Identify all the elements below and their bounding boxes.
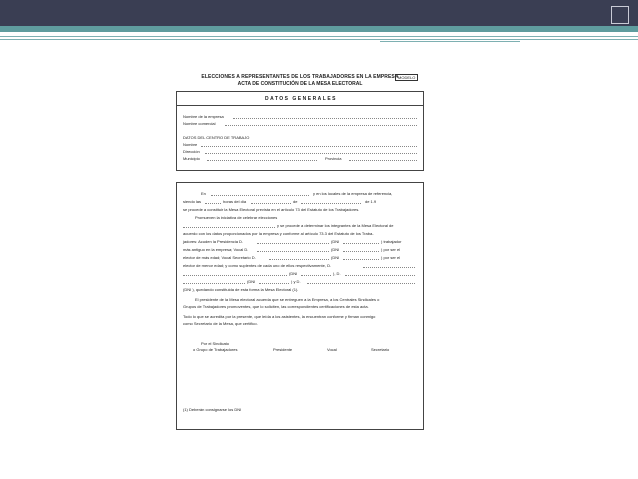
fill-line (257, 243, 329, 244)
body-text: ) por ser el (381, 247, 401, 252)
header-corner-decoration (611, 6, 629, 24)
field-label-provincia: Provincia (325, 156, 342, 161)
fill-line (183, 283, 245, 284)
field-line (201, 146, 417, 147)
body-text: Grupos de Trabajadores promoventes, que lo soliciten, las correspondientes certificaciones de esta acta. (183, 304, 369, 309)
body-text: ) por ser el (381, 255, 401, 260)
fill-line (251, 203, 291, 204)
signature-label-vocal: Vocal (327, 347, 337, 352)
divider (177, 105, 423, 106)
body-text: ), D. (333, 271, 341, 276)
fill-line (211, 195, 309, 196)
fill-line (343, 251, 379, 252)
body-text: horas del día (223, 199, 247, 204)
header-accent-band (0, 26, 638, 32)
body-text: El presidente de la Mesa electoral acuerda que se entreguen a la Empresa, a los Centrales Sindicales o (195, 297, 380, 302)
fill-line (301, 203, 361, 204)
general-data-box (176, 91, 424, 171)
body-text: En (201, 191, 206, 196)
field-label-comercial: Nombre comercial (183, 121, 216, 126)
acta-body-box (176, 182, 424, 430)
field-label-direccion: Dirección (183, 149, 200, 154)
signature-label-sindicato: Por el Sindicato (201, 341, 230, 346)
body-text: (DNI (289, 271, 298, 276)
signature-label-presidente: Presidente (273, 347, 293, 352)
field-line (233, 118, 417, 119)
centro-header: DATOS DEL CENTRO DE TRABAJO (183, 135, 250, 140)
fill-line (259, 283, 289, 284)
body-text: (DNI (331, 239, 340, 244)
header-accent-line (0, 36, 638, 37)
footnote: (1) Deberán consignarse los DNI (183, 407, 242, 412)
body-text: se procede a constituir la Mesa Electoral prevista en el artículo 73 del Estatuto de los Trabajadores. (183, 207, 360, 212)
fill-line (301, 275, 331, 276)
body-text: y en los locales de la empresa de referencia, (313, 191, 393, 196)
header-accent-line (0, 39, 638, 40)
fill-line (363, 267, 415, 268)
scanned-form-document (170, 74, 430, 434)
fill-line (183, 227, 275, 228)
body-text: Todo lo que se acredita por la presente, que leída a los asistentes, la encuentran conforme y firman conmigo (183, 314, 376, 319)
fill-line (345, 275, 415, 276)
field-label-municipio: Municipio (183, 156, 200, 161)
body-text: más antiguo en la empresa; Vocal D. (183, 247, 249, 252)
form-subtitle: ACTA DE CONSTITUCIÓN DE LA MESA ELECTORAL (237, 81, 363, 87)
signature-label-secretario: Secretario (371, 347, 390, 352)
body-text: de 1.9 (365, 199, 377, 204)
body-text: elector de menor edad; y como suplentes de cada uno de ellos respectivamente, D. (183, 263, 332, 268)
fill-line (307, 283, 415, 284)
field-line (207, 160, 317, 161)
body-text: Promueven la iniciativa de celebrar elecciones (195, 215, 278, 220)
fill-line (183, 275, 287, 276)
fill-line (257, 251, 329, 252)
field-label-empresa: Nombre de la empresa (183, 114, 224, 119)
body-text: (DNI (247, 279, 256, 284)
body-text: ) trabajador (381, 239, 402, 244)
fill-line (343, 243, 379, 244)
slide-header-bar (0, 0, 638, 26)
field-line (349, 160, 417, 161)
signature-label-grupo: o Grupo de Trabajadores (193, 347, 238, 352)
body-text: de (293, 199, 298, 204)
body-text: como Secretario de la Mesa, que certifico. (183, 321, 258, 326)
field-line (225, 125, 417, 126)
header-accent-short-line (380, 41, 520, 42)
fill-line (269, 259, 329, 260)
general-data-header: DATOS GENERALES (264, 96, 338, 102)
body-text: (DNI (331, 247, 340, 252)
body-text: (DNI (331, 255, 340, 260)
body-text: elector de más edad; Vocal Secretario D. (183, 255, 256, 260)
field-line (205, 153, 417, 154)
body-text: (DNI ), quedando constituida de esta forma la Mesa Electoral (1). (183, 287, 299, 292)
field-label-nombre: Nombre (183, 142, 198, 147)
form-badge: MODELO (395, 74, 418, 81)
fill-line (205, 203, 221, 204)
body-text: ) y D. (291, 279, 301, 284)
body-text: siendo las (183, 199, 202, 204)
fill-line (343, 259, 379, 260)
body-text: acuerdo con los datos proporcionados por la empresa y conforme al artículo 73.3 del Estatuto de los Traba- (183, 231, 374, 236)
form-title: ELECCIONES A REPRESENTANTES DE LOS TRABAJADORES EN LA EMPRESA (201, 74, 399, 80)
body-text: jadores: Acuden la Presidencia D. (183, 239, 244, 244)
body-text: y se procede a determinar los integrantes de la Mesa Electoral de (277, 223, 394, 228)
